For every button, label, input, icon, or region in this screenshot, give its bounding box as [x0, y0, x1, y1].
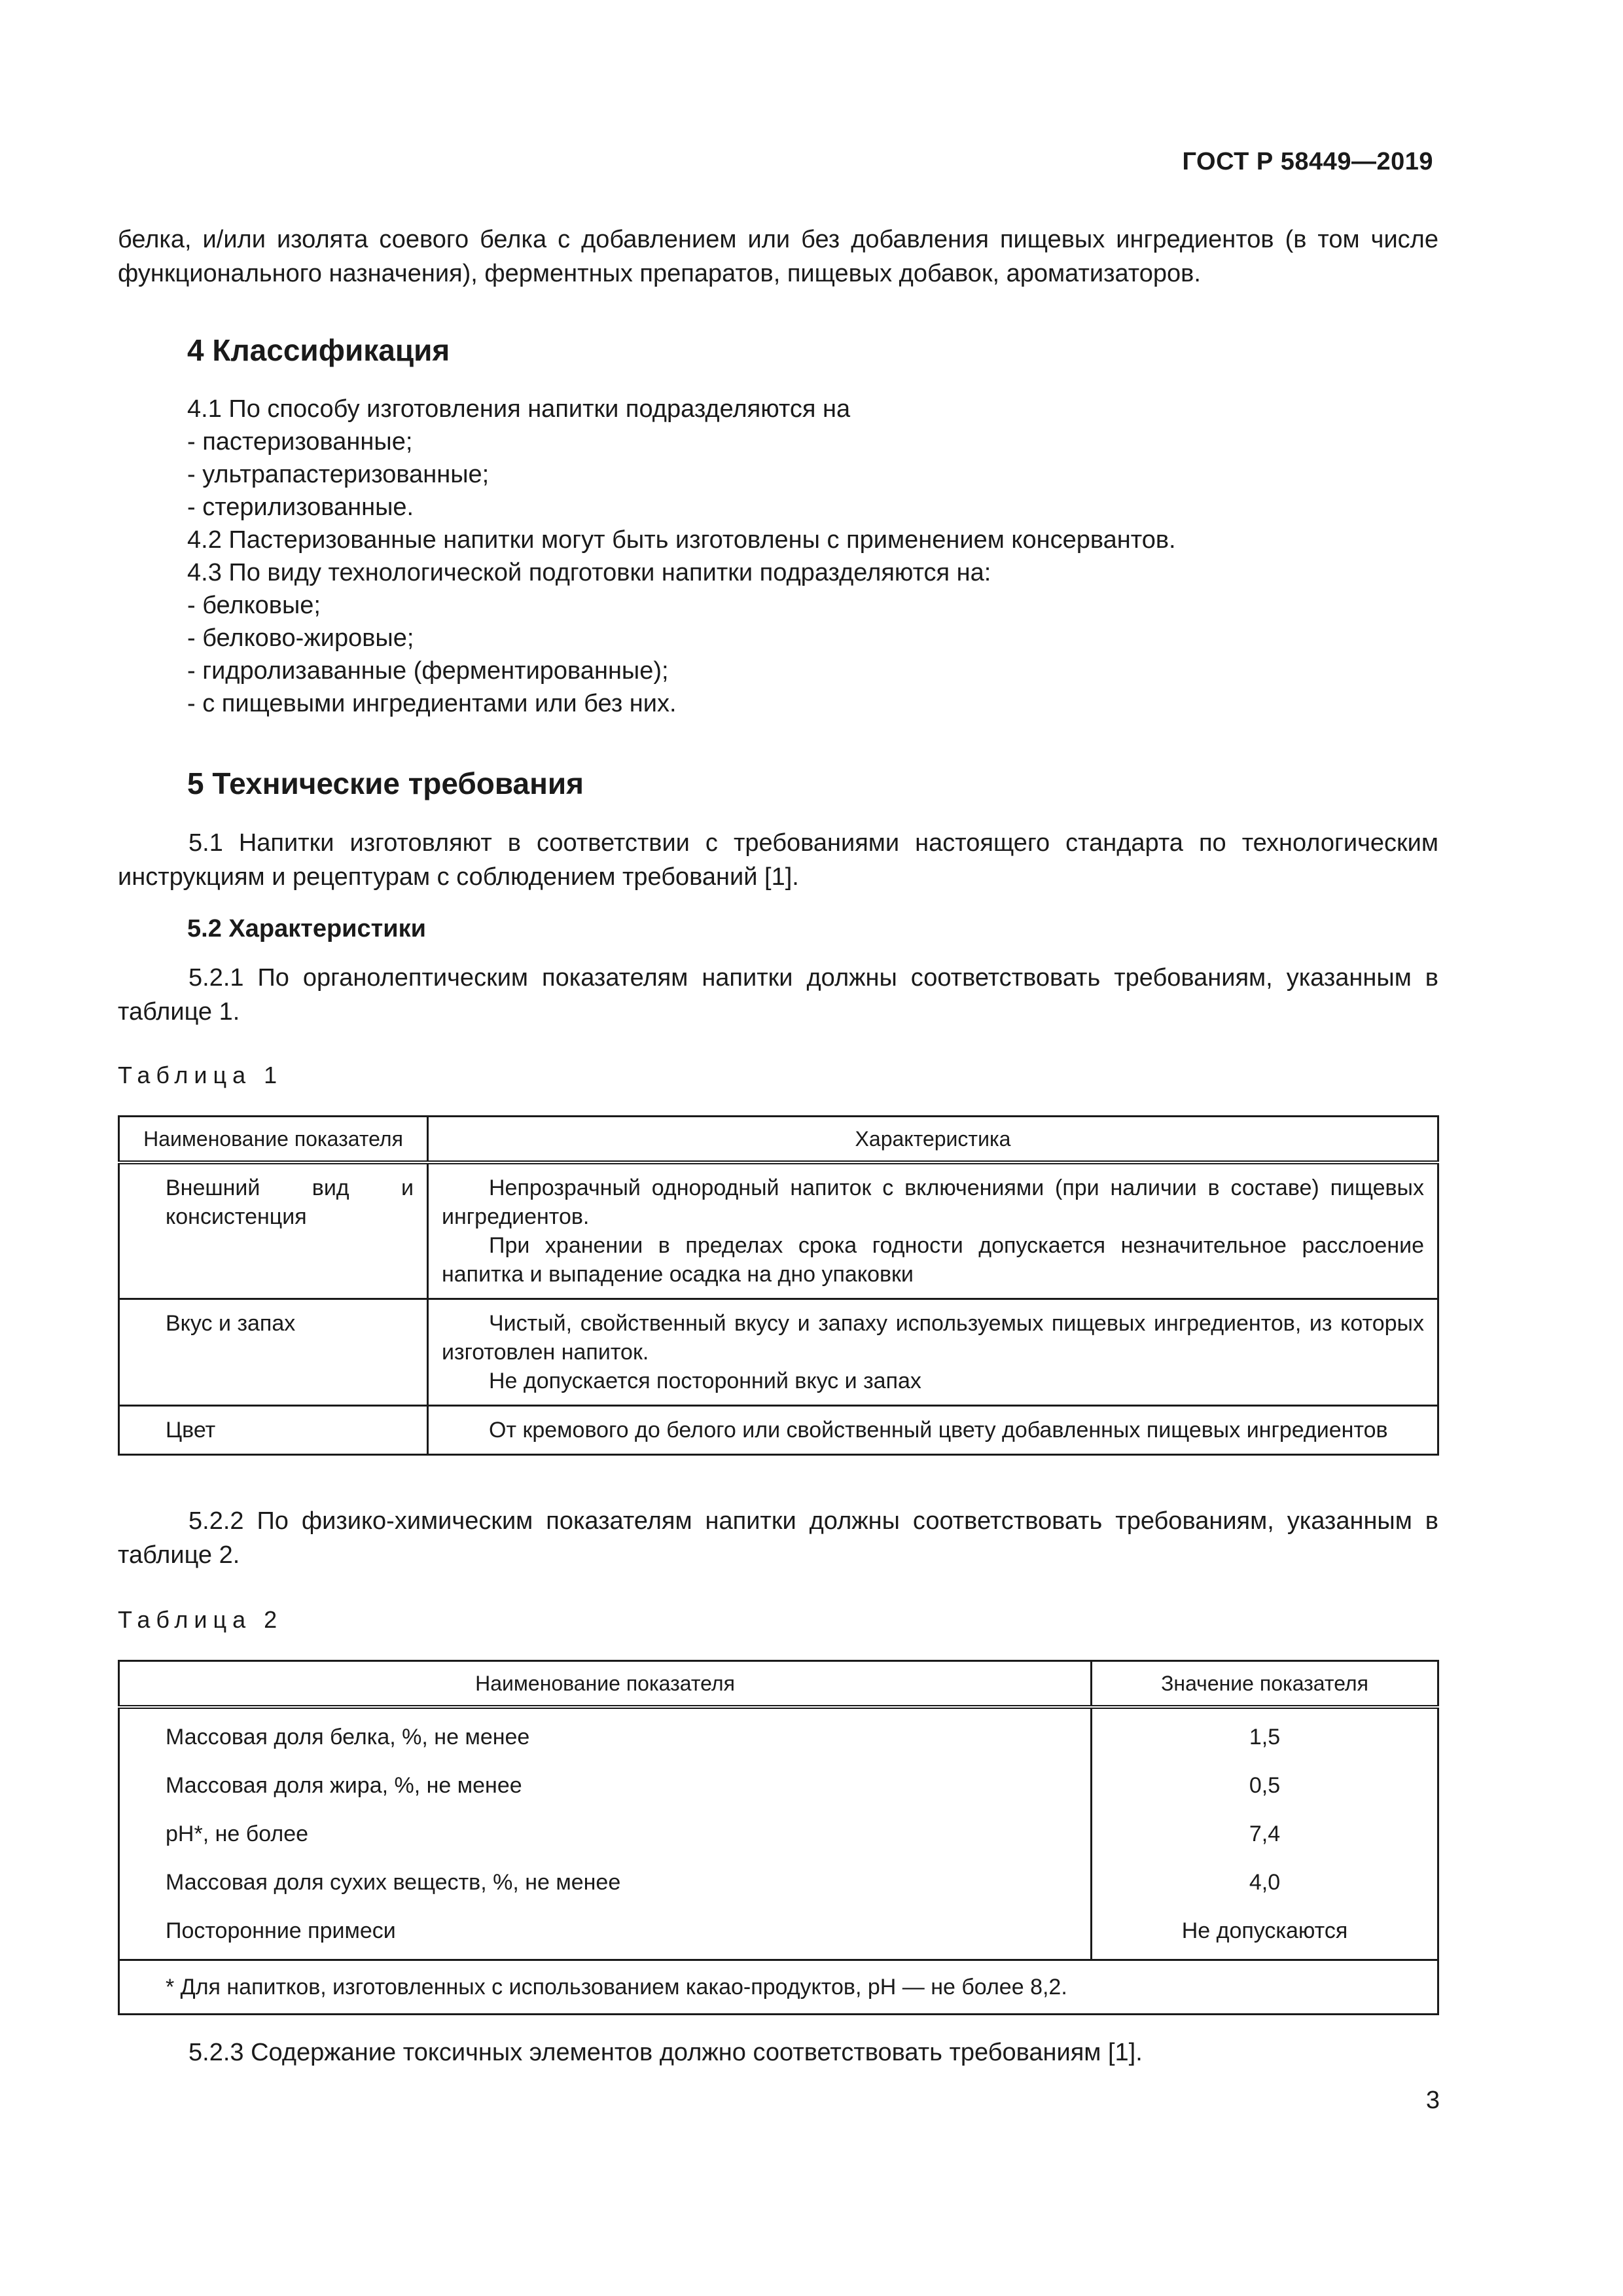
table-row	[119, 1406, 1438, 1455]
list-item: - белково-жировые;	[187, 624, 414, 652]
table-row	[119, 1761, 1438, 1810]
table-cell-value: 4,0	[1092, 1858, 1438, 1907]
table-cell-value	[428, 1406, 1438, 1455]
table-cell-value	[428, 1162, 1438, 1299]
section-4-title: 4 Классификация	[187, 333, 450, 367]
intro-paragraph: белка, и/или изолята соевого белка с добавлением или без добавления пищевых ингредиентов (в том числе функционального назначения), ферментных препаратов, пищевых добавок, ароматизаторов.	[118, 226, 1438, 287]
list-item: - с пищевыми ингредиентами или без них.	[187, 690, 677, 717]
list-item: - ультрапастеризованные;	[187, 461, 490, 488]
table-cell-value: 1,5	[1092, 1707, 1438, 1761]
cell-line: Не допускается посторонний вкус и запах	[489, 1369, 921, 1393]
table-footnote: * Для напитков, изготовленных с использованием какао-продуктов, pH — не более 8,2.	[119, 1960, 1438, 2015]
table-2-caption: Таблица 2	[118, 1606, 283, 1633]
table-cell-value: 0,5	[1092, 1761, 1438, 1810]
table-header-cell: Наименование показателя	[119, 1661, 1092, 1708]
paragraph-5-2-2: 5.2.2 По физико-химическим показателям напитки должны соответствовать требованиям, указанным в таблице 2.	[118, 1507, 1438, 1569]
section-4-list	[187, 393, 1431, 720]
table-cell-value: 7,4	[1092, 1810, 1438, 1858]
section-5-title: 5 Технические требования	[187, 766, 584, 800]
table-row	[119, 1810, 1438, 1858]
table-cell-name: Массовая доля белка, %, не менее	[119, 1707, 1092, 1761]
cell-line: Непрозрачный однородный напиток с включениями (при наличии в составе) пищевых ингредиентов.	[442, 1175, 1424, 1229]
list-item: 4.3 По виду технологической подготовки напитки подразделяются на:	[187, 559, 991, 586]
paragraph-5-1: 5.1 Напитки изготовляют в соответствии с требованиями настоящего стандарта по технологическим инструкциям и рецептурам с соблюдением требований [1].	[118, 829, 1438, 891]
table-row	[119, 1858, 1438, 1907]
table-header-cell: Характеристика	[428, 1117, 1438, 1163]
table-header-row	[119, 1117, 1438, 1163]
table-cell-value	[428, 1299, 1438, 1406]
table-header-row	[119, 1661, 1438, 1708]
list-item: - белковые;	[187, 592, 321, 619]
table-header-cell: Наименование показателя	[119, 1117, 428, 1163]
table-row	[119, 1707, 1438, 1761]
table-1-caption: Таблица 1	[118, 1062, 283, 1088]
list-item: - гидролизаванные (ферментированные);	[187, 657, 669, 685]
paragraph-5-2-1: 5.2.1 По органолептическим показателям напитки должны соответствовать требованиям, указанным в таблице 1.	[118, 964, 1438, 1026]
table-footnote-row	[119, 1960, 1438, 2015]
table-row	[119, 1907, 1438, 1960]
paragraph-5-2-3: 5.2.3 Содержание токсичных элементов должно соответствовать требованиям [1].	[188, 2039, 1143, 2066]
list-item: - стерилизованные.	[187, 493, 414, 521]
table-row	[119, 1162, 1438, 1299]
table-2	[118, 1660, 1439, 2015]
table-cell-name: pH*, не более	[119, 1810, 1092, 1858]
cell-line: От кремового до белого или свойственный цвету добавленных пищевых ингредиентов	[489, 1418, 1388, 1443]
table-header-cell: Значение показателя	[1092, 1661, 1438, 1708]
table-cell-name: Внешний вид и консистенция	[119, 1162, 428, 1299]
list-item: 4.1 По способу изготовления напитки подразделяются на	[187, 395, 851, 423]
table-cell-name: Массовая доля сухих веществ, %, не менее	[119, 1858, 1092, 1907]
table-row	[119, 1299, 1438, 1406]
cell-line: Чистый, свойственный вкусу и запаху используемых пищевых ингредиентов, из которых изготовлен напиток.	[442, 1311, 1424, 1365]
table-cell-name: Вкус и запах	[119, 1299, 428, 1406]
subsection-5-2-title: 5.2 Характеристики	[187, 915, 427, 942]
table-cell-name: Посторонние примеси	[119, 1907, 1092, 1960]
list-item: - пастеризованные;	[187, 428, 413, 456]
table-cell-name: Цвет	[119, 1406, 428, 1455]
cell-line: При хранении в пределах срока годности допускается незначительное расслоение напитка и выпадение осадка на дно упаковки	[442, 1233, 1424, 1287]
page-number: 3	[1425, 2087, 1440, 2114]
table-cell-value: Не допускаются	[1092, 1907, 1438, 1960]
table-cell-name: Массовая доля жира, %, не менее	[119, 1761, 1092, 1810]
list-item: 4.2 Пастеризованные напитки могут быть изготовлены с применением консервантов.	[187, 526, 1176, 554]
document-code: ГОСТ Р 58449—2019	[1182, 148, 1433, 175]
table-1	[118, 1115, 1439, 1456]
